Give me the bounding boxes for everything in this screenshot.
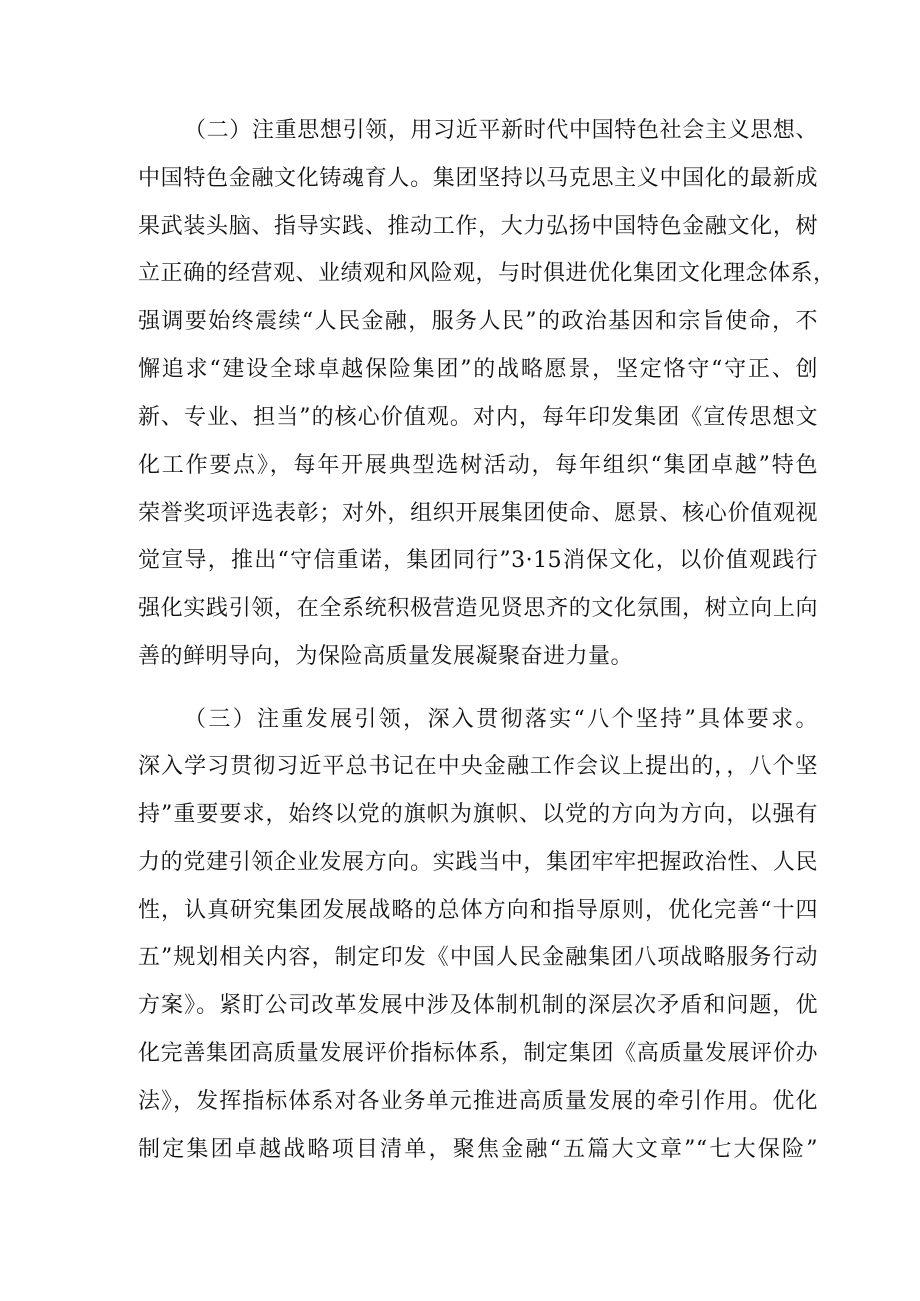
paragraph-line: 新、专业、担当”的核心价值观。对内，每年印发集团《宣传思想文 [138, 405, 818, 430]
paragraph-line: 果武装头脑、指导实践、推动工作，大力弘扬中国特色金融文化，树 [138, 214, 818, 239]
paragraph-line: （三）注重发展引领，深入贯彻落实“八个坚持”具体要求。 [184, 707, 818, 732]
paragraph-line: 深入学习贯彻习近平总书记在中央金融工作会议上提出的，，八个坚 [138, 754, 818, 779]
paragraph-line: 强调要始终震续“人民金融，服务人民”的政治基因和宗旨使命，不 [138, 309, 818, 334]
paragraph-line: 持”重要要求，始终以党的旗帜为旗帜、以党的方向为方向，以强有 [138, 802, 818, 827]
paragraph-line: 制定集团卓越战略项目清单，聚焦金融“五篇大文章”“七大保险” [138, 1137, 818, 1162]
paragraph-line: 善的鲜明导向，为保险高质量发展凝聚奋进力量。 [138, 644, 634, 669]
paragraph-line: 懈追求“建设全球卓越保险集团”的战略愿景，坚定恪守“守正、创 [138, 357, 818, 382]
paragraph-line: 五”规划相关内容，制定印发《中国人民金融集团八项战略服务行动 [138, 945, 818, 970]
paragraph-line: 中国特色金融文化铸魂育人。集团坚持以马克思主义中国化的最新成 [138, 166, 818, 191]
paragraph-line: 强化实践引领，在全系统积极营造见贤思齐的文化氛围，树立向上向 [138, 596, 818, 621]
paragraph-line: 法》，发挥指标体系对各业务单元推进高质量发展的牵引作用。优化 [138, 1089, 818, 1114]
paragraph-line: 性，认真研究集团发展战略的总体方向和指导原则，优化完善“十四 [138, 898, 818, 923]
paragraph-line: 力的党建引领企业发展方向。实践当中，集团牢牢把握政治性、人民 [138, 850, 818, 875]
paragraph-line: 荣誉奖项评选表彰；对外，组织开展集团使命、愿景、核心价值观视 [138, 501, 818, 526]
paragraph-line: 化完善集团高质量发展评价指标体系，制定集团《高质量发展评价办 [138, 1041, 818, 1066]
paragraph-line: 立正确的经营观、业绩观和风险观，与时俱进优化集团文化理念体系， [138, 261, 836, 286]
paragraph-line: 方案》。紧盯公司改革发展中涉及体制机制的深层次矛盾和问题，优 [138, 993, 818, 1018]
paragraph-line: （二）注重思想引领，用习近平新时代中国特色社会主义思想、 [184, 118, 818, 143]
paragraph-line: 化工作要点》，每年开展典型选树活动，每年组织“集团卓越”特色 [138, 453, 818, 478]
paragraph-line: 觉宣导，推出“守信重诺，集团同行”3·15消保文化，以价值观践行 [138, 548, 818, 573]
